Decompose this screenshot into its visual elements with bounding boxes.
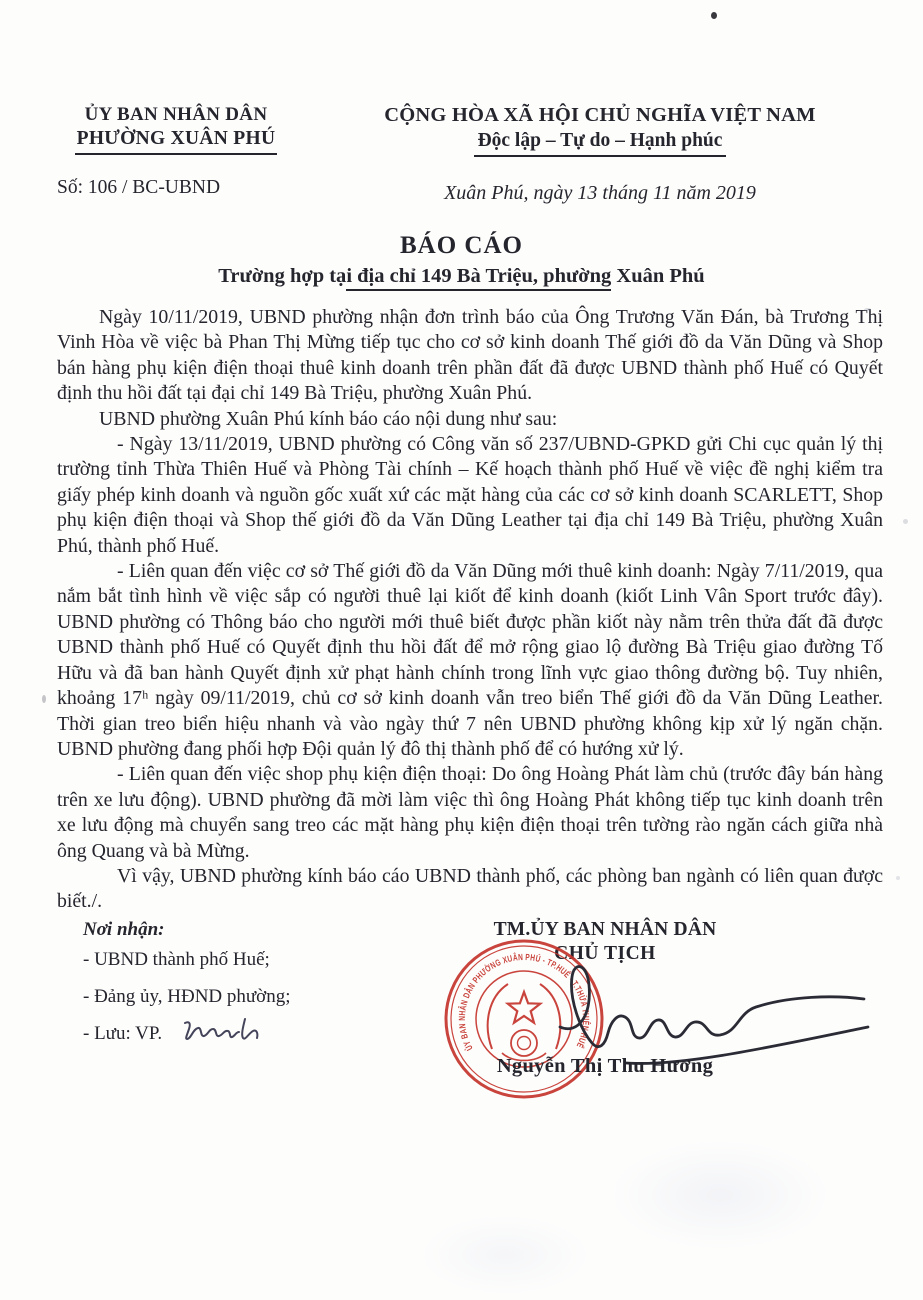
national-title: CỘNG HÒA XÃ HỘI CHỦ NGHĨA VIỆT NAM <box>384 104 816 126</box>
recipient-item: - Lưu: VP. <box>83 1022 163 1044</box>
recipient-item: - UBND thành phố Huế; <box>83 948 270 970</box>
national-motto: Độc lập – Tự do – Hạnh phúc <box>474 130 727 157</box>
report-body <box>0 288 923 915</box>
scan-smudge <box>610 1140 830 1250</box>
body-paragraph: - Liên quan đến việc cơ sở Thế giới đồ da Văn Dũng mới thuê kinh doanh: Ngày 7/11/2019, qua nắm bắt tình hình về việc sắp có người thuê lại kiốt để kinh doanh (kiốt Linh Vân Sport trước đây). UBND phường có Thông báo cho người mới thuê biết được phần kiốt này nằm trên thửa đất đã được UBND thành phố Huế có Quyết định thu hồi đất để mở rộng giao lộ đường Bà Triệu giao đường Tố Hữu và đã ban hành Quyết định xử phạt hành chính trong lĩnh vực giao thông đường bộ. Tuy nhiên, khoảng 17ʰ ngày 09/11/2019, chủ cơ sở kinh doanh vẫn treo biển Thế giới đồ da Văn Dũng Leather. Thời gian treo biển hiệu nhanh và vào ngày thứ 7 nên UBND phường không kịp xử lý ngăn chặn. UBND phường đang phối hợp Đội quản lý đô thị thành phố để có hướng xử lý. <box>57 560 883 760</box>
national-motto-block <box>317 104 883 205</box>
handwritten-signature <box>542 951 872 1071</box>
document-number: Số: 106 / BC-UBND <box>57 177 221 198</box>
signer-name: Nguyễn Thị Thu Hương <box>496 1054 714 1077</box>
subject-prefix: Trường hợp tạ <box>218 265 347 287</box>
body-paragraph: Vì vậy, UBND phường kính báo cáo UBND thành phố, các phòng ban ngành có liên quan được biết./. <box>57 864 883 913</box>
handwritten-initial-thanh <box>179 1015 269 1051</box>
seal-ring-text: ỦY BAN NHÂN DÂN PHƯỜNG XUÂN PHÚ - TP.HUẾ - T.THỪA THIÊN HUẾ <box>456 951 592 1053</box>
scan-smudge <box>420 1215 590 1295</box>
title-block <box>0 232 923 288</box>
subject-suffix: Xuân Phú <box>611 265 705 287</box>
place-dateline: Xuân Phú, ngày 13 tháng 11 năm 2019 <box>444 182 756 204</box>
recipients-label: Nơi nhận: <box>83 918 165 940</box>
document-subject <box>0 265 923 288</box>
document-header <box>0 0 923 205</box>
signing-authority: TM.ỦY BAN NHÂN DÂN <box>493 918 717 940</box>
document-footer <box>0 915 923 1078</box>
signature-block <box>430 919 780 1078</box>
document-type-title: BÁO CÁO <box>400 232 523 259</box>
recipient-item: - Đảng ủy, HĐND phường; <box>83 985 291 1007</box>
body-paragraph: - Liên quan đến việc shop phụ kiện điện thoại: Do ông Hoàng Phát làm chủ (trước đây bán hàng trên xe lưu động). UBND phường đã mời làm việc thì ông Hoàng Phát không tiếp tục kinh doanh trên xe lưu động mà chuyển sang treo các mặt hàng phụ kiện điện thoại trên tường rào ngăn cách giữa nhà ông Quang và bà Mừng. <box>57 763 883 862</box>
subject-underlined: i địa chỉ 149 Bà Triệu, phường <box>346 265 611 291</box>
body-paragraph: - Ngày 13/11/2019, UBND phường có Công văn số 237/UBND-GPKD gửi Chi cục quản lý thị trường tỉnh Thừa Thiên Huế và Phòng Tài chính – Kế hoạch thành phố Huế về việc đề nghị kiểm tra giấy phép kinh doanh và nguồn gốc xuất xứ các mặt hàng của các cơ sở kinh doanh SCARLETT, Shop phụ kiện điện thoại và Shop thế giới đồ da Văn Dũng Leather tại địa chỉ 149 Bà Triệu, phường Xuân Phú, thành phố Huế. <box>57 433 883 557</box>
paragraph-list <box>57 305 883 915</box>
signer-role: CHỦ TỊCH <box>554 942 656 964</box>
org-ward-name: PHƯỜNG XUÂN PHÚ <box>75 128 278 155</box>
org-parent-name: ỦY BAN NHÂN DÂN <box>84 104 268 125</box>
body-paragraph: Ngày 10/11/2019, UBND phường nhận đơn trình báo của Ông Trương Văn Đán, bà Trương Thị Vinh Hòa về việc bà Phan Thị Mừng tiếp tục cho cơ sở kinh doanh Thế giới đồ da Văn Dũng và Shop bán hàng phụ kiện điện thoại thuê kinh doanh trên phần đất đã được UBND thành phố Huế có Quyết định thu hồi đất tại đại chỉ 149 Bà Triệu, phường Xuân Phú. <box>57 306 883 405</box>
body-paragraph: UBND phường Xuân Phú kính báo cáo nội dung như sau: <box>99 407 558 430</box>
issuing-authority-block <box>57 104 295 205</box>
recipients-block <box>83 919 413 1060</box>
